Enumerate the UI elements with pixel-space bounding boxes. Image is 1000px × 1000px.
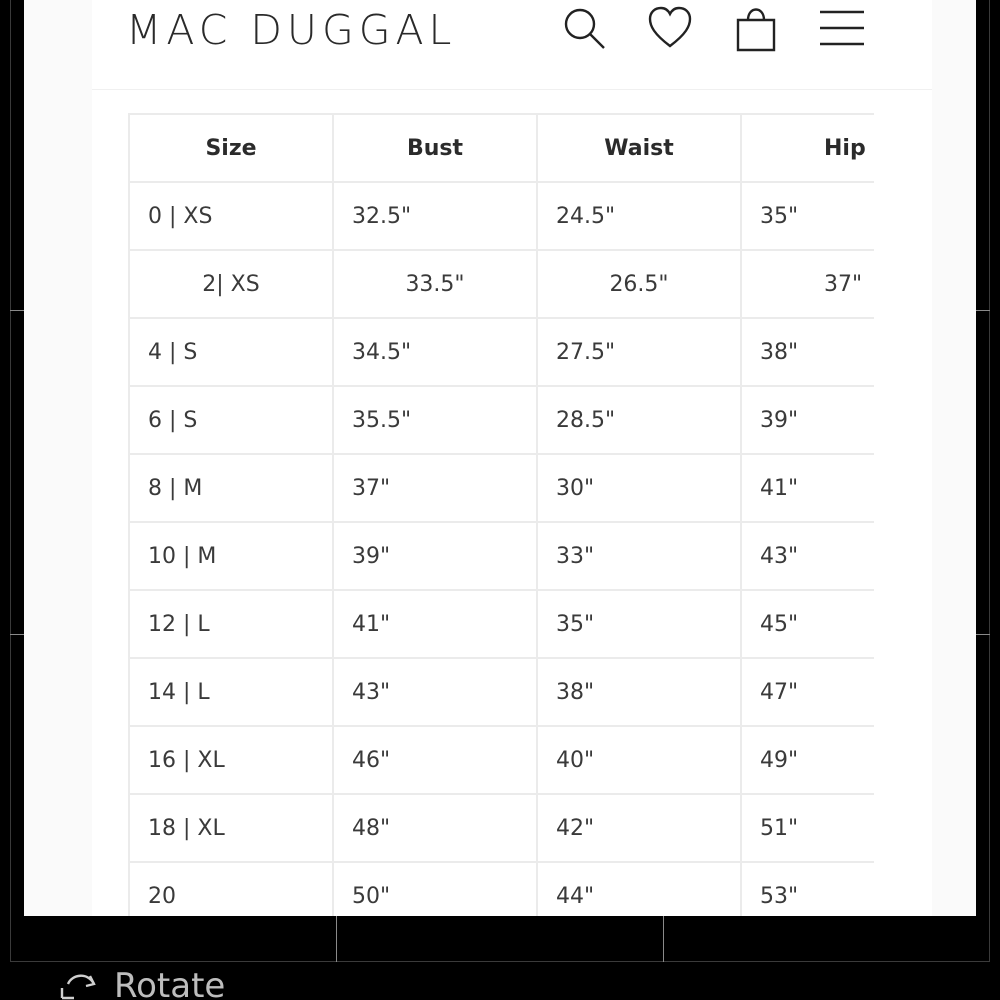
header-size: Size — [129, 114, 333, 182]
table-row — [129, 250, 874, 318]
product-page — [92, 0, 932, 916]
crop-guide-line — [976, 634, 990, 635]
cell-bust: 41" — [333, 590, 537, 658]
cell-bust: 48" — [333, 794, 537, 862]
table-row — [129, 658, 874, 726]
cell-waist: 40" — [537, 726, 741, 794]
cell-hip: 47" — [741, 658, 874, 726]
cell-hip: 37" — [741, 250, 874, 318]
cell-hip: 38" — [741, 318, 874, 386]
table-header-row — [129, 114, 874, 182]
bag-icon[interactable] — [730, 2, 782, 54]
cell-hip: 43" — [741, 522, 874, 590]
cell-waist: 33" — [537, 522, 741, 590]
table-row — [129, 794, 874, 862]
cell-waist: 35" — [537, 590, 741, 658]
screenshot-area — [24, 0, 976, 916]
cell-size: 2| XS — [129, 250, 333, 318]
cell-size: 14 | L — [129, 658, 333, 726]
size-chart — [128, 113, 874, 916]
cell-bust: 43" — [333, 658, 537, 726]
cell-hip: 39" — [741, 386, 874, 454]
cell-size: 0 | XS — [129, 182, 333, 250]
brand-logo[interactable]: MAC DUGGAL — [126, 6, 457, 54]
cell-hip: 45" — [741, 590, 874, 658]
cell-hip: 41" — [741, 454, 874, 522]
size-chart-table — [128, 113, 874, 916]
cell-size: 6 | S — [129, 386, 333, 454]
table-row — [129, 318, 874, 386]
site-header — [92, 0, 932, 90]
cell-bust: 39" — [333, 522, 537, 590]
cell-bust: 32.5" — [333, 182, 537, 250]
cell-bust: 34.5" — [333, 318, 537, 386]
menu-icon[interactable] — [816, 2, 868, 54]
cell-size: 18 | XL — [129, 794, 333, 862]
cell-bust: 37" — [333, 454, 537, 522]
cell-hip: 49" — [741, 726, 874, 794]
cell-bust: 46" — [333, 726, 537, 794]
rotate-label: Rotate — [114, 966, 226, 1000]
cell-waist: 38" — [537, 658, 741, 726]
cell-bust: 35.5" — [333, 386, 537, 454]
rotate-icon — [56, 968, 100, 1000]
crop-guide-line — [336, 916, 337, 962]
cell-hip: 51" — [741, 794, 874, 862]
crop-guide-line — [10, 634, 24, 635]
heart-icon[interactable] — [644, 2, 696, 54]
header-hip: Hip — [741, 114, 874, 182]
table-row — [129, 386, 874, 454]
table-row — [129, 726, 874, 794]
cell-bust: 50" — [333, 862, 537, 916]
table-row — [129, 862, 874, 916]
header-waist: Waist — [537, 114, 741, 182]
cell-waist: 24.5" — [537, 182, 741, 250]
cell-size: 4 | S — [129, 318, 333, 386]
table-row — [129, 182, 874, 250]
rotate-button[interactable] — [56, 966, 225, 1000]
cell-size: 16 | XL — [129, 726, 333, 794]
cell-hip: 35" — [741, 182, 874, 250]
table-row — [129, 522, 874, 590]
table-row — [129, 590, 874, 658]
crop-guide-line — [976, 310, 990, 311]
search-icon[interactable] — [558, 2, 610, 54]
cell-hip: 53" — [741, 862, 874, 916]
cell-size: 10 | M — [129, 522, 333, 590]
cell-waist: 27.5" — [537, 318, 741, 386]
crop-guide-line — [10, 310, 24, 311]
crop-guide-line — [663, 916, 664, 962]
cell-waist: 30" — [537, 454, 741, 522]
cell-waist: 26.5" — [537, 250, 741, 318]
cell-size: 20 — [129, 862, 333, 916]
cell-waist: 28.5" — [537, 386, 741, 454]
header-bust: Bust — [333, 114, 537, 182]
cell-bust: 33.5" — [333, 250, 537, 318]
cell-size: 12 | L — [129, 590, 333, 658]
cell-waist: 42" — [537, 794, 741, 862]
cell-size: 8 | M — [129, 454, 333, 522]
table-row — [129, 454, 874, 522]
cell-waist: 44" — [537, 862, 741, 916]
